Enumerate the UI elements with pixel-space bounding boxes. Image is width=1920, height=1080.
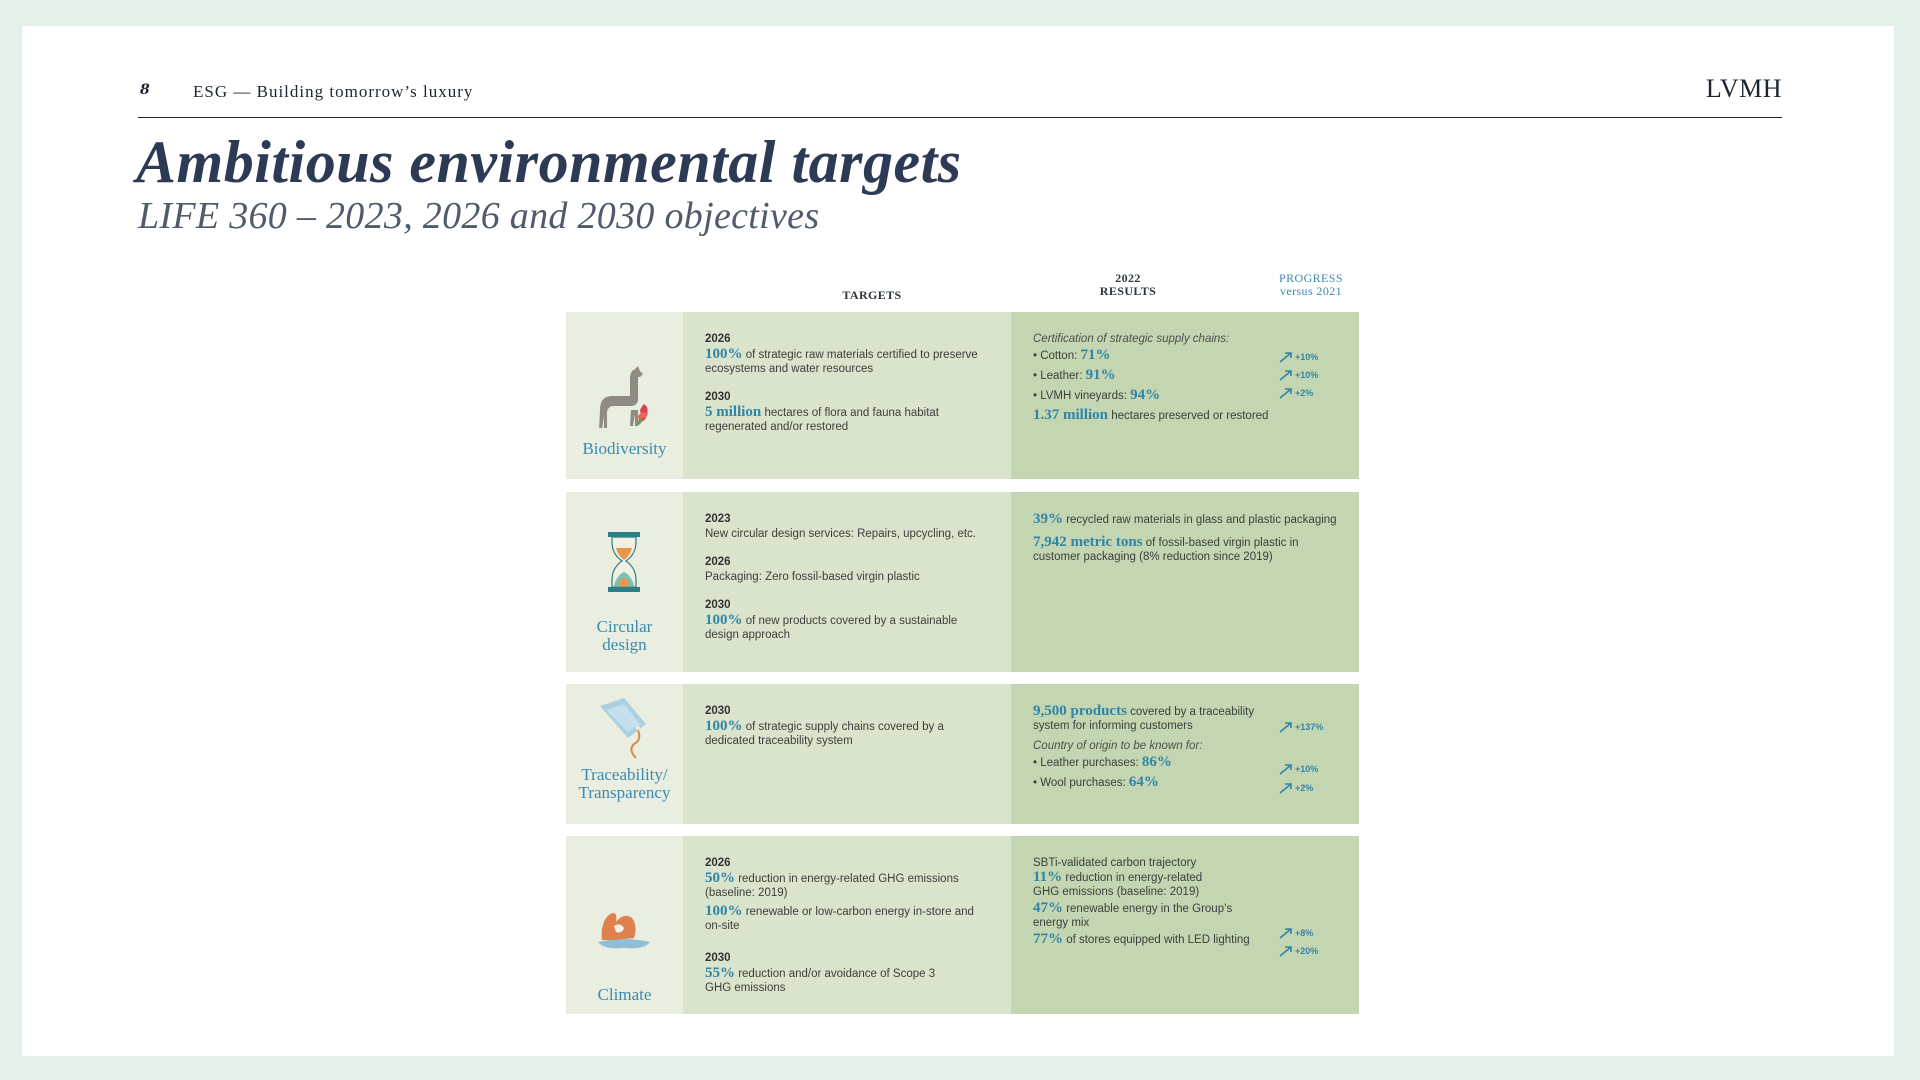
- column-header-results: 2022 RESULTS: [1099, 271, 1157, 298]
- progress-indicator: +2%: [1279, 781, 1313, 795]
- category-label-traceability: Traceability/ Transparency: [578, 765, 671, 802]
- icon-cell: [566, 836, 683, 1014]
- column-header-targets: TARGETS: [842, 288, 902, 302]
- row-circular-design: [566, 492, 1359, 672]
- arrow-up-right-icon: [1279, 763, 1293, 775]
- targets-cell: 2026 50% reduction in energy-related GHG emissions (baseline: 2019) 100% renewable or low-carbon energy in-store and on-site 2030 55% reduction and/or avoidance of Scope 3 GHG emissions: [683, 836, 1011, 1014]
- tag-icon: [594, 696, 654, 760]
- slide: [22, 26, 1894, 1056]
- arrow-up-right-icon: [1279, 945, 1293, 957]
- targets-cell: 2030 100% of strategic supply chains covered by a dedicated traceability system: [683, 684, 1011, 824]
- brand-logo: LVMH: [1705, 74, 1782, 103]
- results-cell: Certification of strategic supply chains: • Cotton: 71% • Leather: 91% • LVMH vineyards: 94% 1.37 million hectares preserved or restored +10% +10% +2%: [1011, 312, 1359, 479]
- header-divider: [138, 117, 1782, 118]
- row-biodiversity: [566, 312, 1359, 479]
- arrow-up-right-icon: [1279, 369, 1293, 381]
- arrow-up-right-icon: [1279, 782, 1293, 794]
- icon-cell: [566, 684, 683, 824]
- arrow-up-right-icon: [1279, 721, 1293, 733]
- category-label-climate: Climate: [597, 985, 652, 1004]
- arrow-up-right-icon: [1279, 387, 1293, 399]
- progress-indicator: +10%: [1279, 350, 1318, 364]
- column-header-progress: PROGRESS versus 2021: [1279, 271, 1343, 298]
- hourglass-icon: [594, 530, 654, 594]
- icon-cell: [566, 312, 683, 479]
- results-cell: SBTi-validated carbon trajectory 11% reduction in energy-related GHG emissions (baseline: 2019) 47% renewable energy in the Group’s energy mix 77% of stores equipped with LED lighting +8% +20%: [1011, 836, 1359, 1014]
- category-label-biodiversity: Biodiversity: [582, 439, 667, 458]
- category-label-circular-design: Circular design: [596, 617, 653, 654]
- page-number: 8: [140, 82, 150, 98]
- climate-icon: [594, 902, 654, 966]
- progress-indicator: +10%: [1279, 762, 1318, 776]
- targets-cell: 2023 New circular design services: Repairs, upcycling, etc. 2026 Packaging: Zero fossil-based virgin plastic 2030 100% of new products covered by a sustainable design approach: [683, 492, 1011, 672]
- row-climate: [566, 836, 1359, 1014]
- arrow-up-right-icon: [1279, 351, 1293, 363]
- progress-indicator: +10%: [1279, 368, 1318, 382]
- results-cell: 9,500 products covered by a traceability system for informing customers Country of origin to be known for: • Leather purchases: 86% • Wool purchases: 64% +137% +10% +2%: [1011, 684, 1359, 824]
- section-title: ESG — Building tomorrow’s luxury: [193, 82, 474, 101]
- targets-cell: 2026 100% of strategic raw materials certified to preserve ecosystems and water resources 2030 5 million hectares of flora and fauna habitat regenerated and/or restored: [683, 312, 1011, 479]
- progress-indicator: +8%: [1279, 926, 1313, 940]
- row-traceability: [566, 684, 1359, 824]
- icon-cell: [566, 492, 683, 672]
- progress-indicator: +2%: [1279, 386, 1313, 400]
- progress-indicator: +137%: [1279, 720, 1323, 734]
- page-subtitle: LIFE 360 – 2023, 2026 and 2030 objectives: [138, 195, 820, 237]
- page-title: Ambitious environmental targets: [136, 129, 962, 195]
- results-cell: 39% recycled raw materials in glass and plastic packaging 7,942 metric tons of fossil-based virgin plastic in customer packaging (8% reduction since 2019): [1011, 492, 1359, 672]
- arrow-up-right-icon: [1279, 927, 1293, 939]
- llama-icon: [594, 364, 654, 428]
- progress-indicator: +20%: [1279, 944, 1318, 958]
